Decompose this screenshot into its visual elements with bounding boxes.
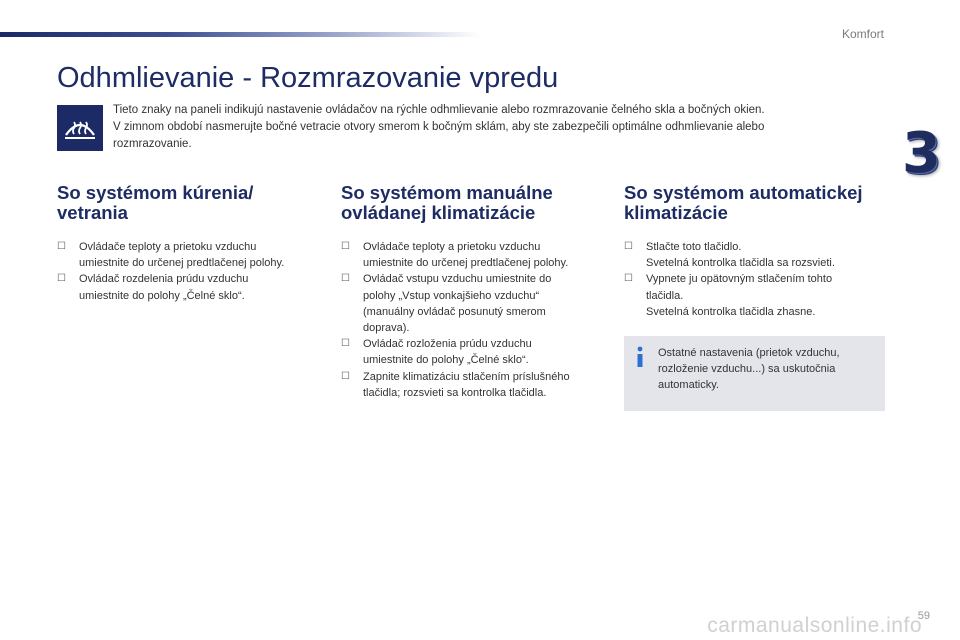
list-item: ☐ Vypnete ju opätovným stlačením tohto tlačidla. Svetelná kontrolka tlačidla zhasne. [624, 273, 833, 318]
bullet-icon: ☐ [57, 273, 66, 285]
bullet-icon: ☐ [57, 241, 66, 252]
bullet-icon: ☐ [624, 241, 633, 252]
column-heading: So systémom automatickej klimatizácie [624, 182, 863, 223]
intro-paragraph: Tieto znaky na paneli indikujú nastavenie ovládačov na rýchle odhmlievanie alebo rozmrazovanie čelného skla a bočných okien. [113, 104, 765, 116]
list-item: ☐ Ovládač rozloženia prúdu vzduchu umiestnite do polohy „Čelné sklo“. [341, 338, 532, 367]
instruction-list [341, 239, 591, 401]
list-item: ☐ Ovládače teploty a prietoku vzduchu umiestnite do určenej predtlačenej polohy. [57, 241, 285, 270]
intro-paragraph: V zimnom období nasmerujte bočné vetracie otvory smerom k bočným sklám, aby ste zabezpečili optimálne odhmlievanie alebo rozmrazovanie. [113, 121, 765, 150]
list-item: ☐ Ovládač rozdelenia prúdu vzduchu umiestnite do polohy „Čelné sklo“. [57, 273, 249, 302]
list-item: ☐ Ovládač vstupu vzduchu umiestnite do polohy „Vstup vonkajšieho vzduchu“ (manuálny ovládač posunutý smerom doprava). [341, 273, 552, 335]
column-heading: So systémom kúrenia/ vetrania [57, 182, 254, 223]
windshield-defrost-icon [57, 105, 103, 151]
list-item: ☐ Stlačte toto tlačidlo. Svetelná kontrolka tlačidla sa rozsvieti. [624, 241, 835, 270]
bullet-icon: ☐ [624, 273, 633, 285]
instruction-list [624, 239, 874, 320]
bullet-icon: ☐ [341, 370, 350, 382]
column-automatic-ac [624, 183, 874, 320]
watermark: carmanualsonline.info [707, 614, 922, 637]
column-heating-ventilation [57, 183, 307, 304]
page-number: 59 [917, 610, 930, 622]
intro-text [113, 102, 833, 153]
column-heading: So systémom manuálne ovládanej klimatizácie [341, 182, 553, 223]
list-item: ☐ Zapnite klimatizáciu stlačením príslušného tlačidla; rozsvieti sa kontrolka tlačidla. [341, 370, 570, 399]
info-box [624, 336, 885, 411]
info-text: Ostatné nastavenia (prietok vzduchu, rozloženie vzduchu...) sa uskutočnia automaticky. [658, 347, 840, 392]
instruction-list [57, 239, 307, 304]
bullet-icon: ☐ [341, 338, 350, 350]
bullet-icon: ☐ [341, 241, 350, 252]
column-manual-ac [341, 183, 591, 401]
section-label: Komfort [841, 27, 884, 41]
chapter-number: 3 [902, 121, 941, 186]
list-item: ☐ Ovládače teploty a prietoku vzduchu umiestnite do určenej predtlačenej polohy. [341, 241, 569, 270]
info-icon [634, 346, 646, 368]
bullet-icon: ☐ [341, 273, 350, 285]
header-gradient-bar [0, 32, 480, 37]
page-title: Odhmlievanie - Rozmrazovanie vpredu [57, 62, 559, 94]
